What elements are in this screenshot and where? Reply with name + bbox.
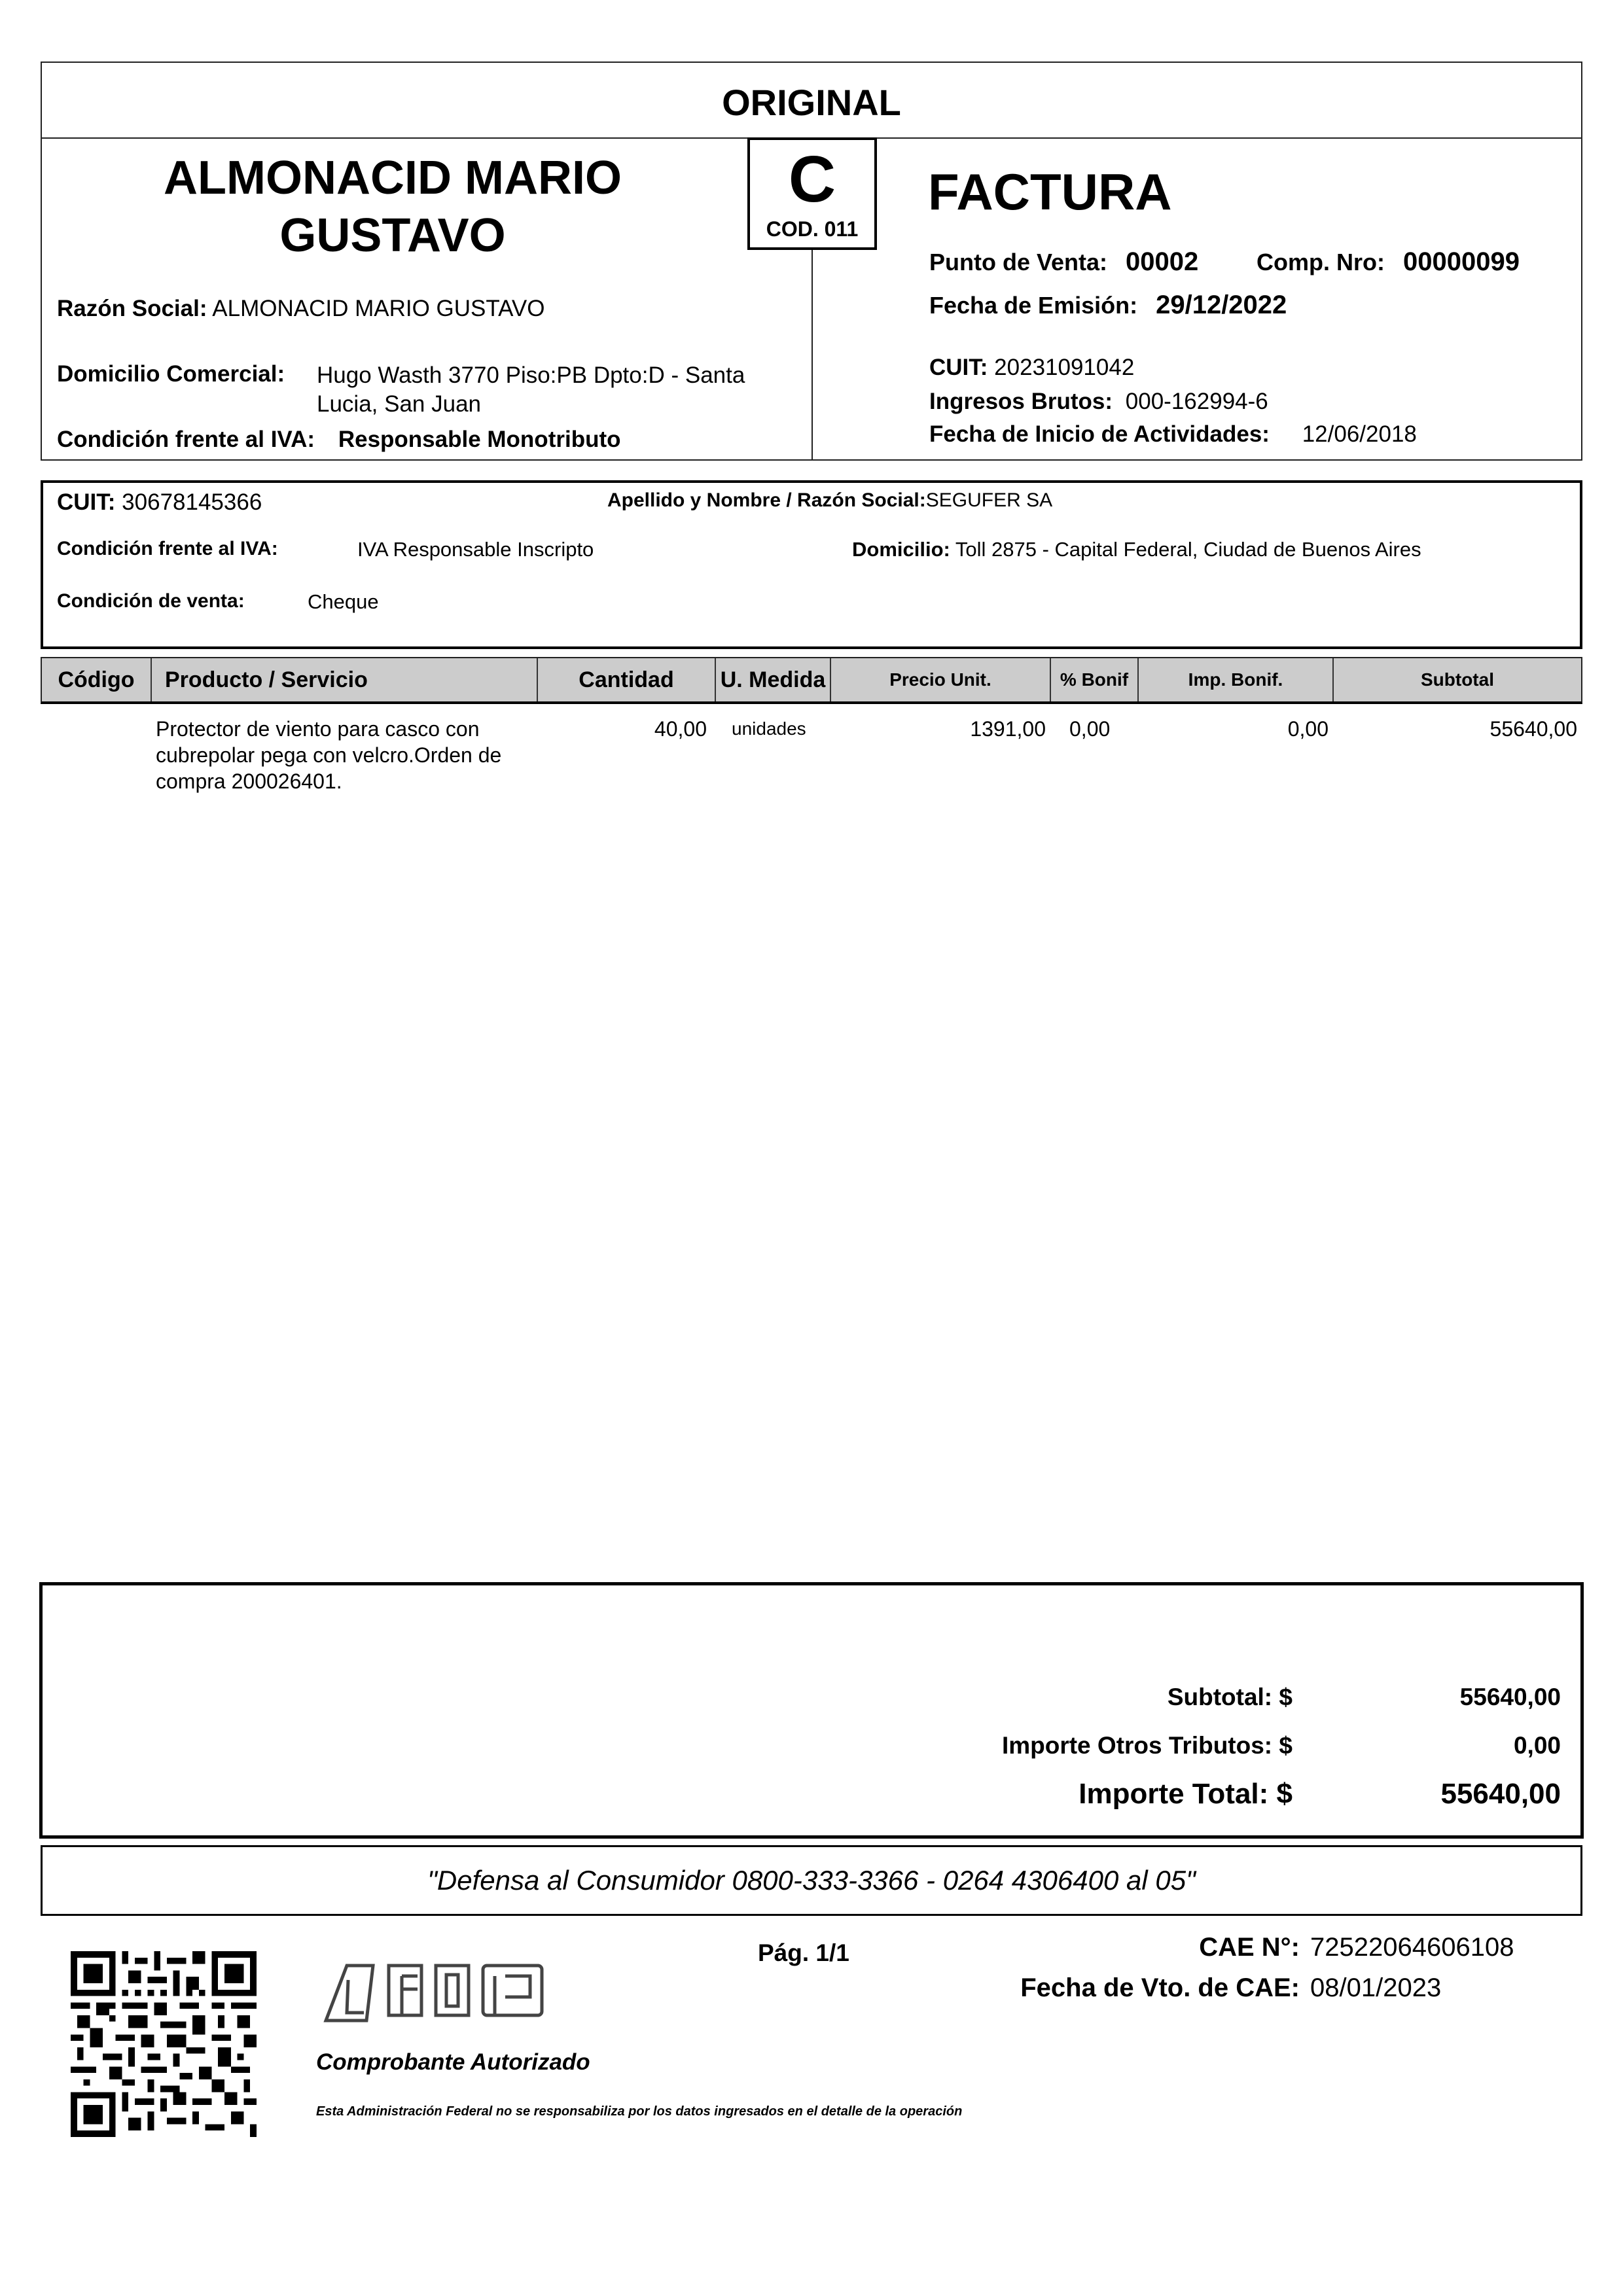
col-cantidad: Cantidad	[538, 658, 716, 701]
totals-section	[39, 1582, 1584, 1839]
client-nombre: Apellido y Nombre / Razón Social:SEGUFER SA	[607, 489, 1053, 511]
col-precio-unit: Precio Unit.	[831, 658, 1051, 701]
punto-venta-value: 00002	[1126, 247, 1199, 276]
ingresos-brutos: Ingresos Brutos: 000-162994-6	[929, 389, 1268, 414]
inicio-actividades-value: 12/06/2018	[1302, 421, 1417, 447]
total-label: Importe Total: $	[1079, 1778, 1293, 1810]
document-title: FACTURA	[928, 163, 1172, 221]
client-iva-label: Condición frente al IVA:	[57, 538, 278, 559]
otros-tributos-value: 0,00	[1513, 1732, 1561, 1759]
cae-vto-value: 08/01/2023	[1310, 1973, 1442, 2002]
header-divider	[812, 250, 813, 461]
invoice-type-letter: C	[788, 143, 836, 216]
razon-social-value: ALMONACID MARIO GUSTAVO	[212, 296, 545, 321]
subtotal-label: Subtotal: $	[1167, 1684, 1293, 1710]
row-subtotal: 55640,00	[1489, 717, 1577, 741]
consumer-defense-notice: "Defensa al Consumidor 0800-333-3366 - 0264 4306400 al 05"	[41, 1845, 1582, 1916]
condicion-venta-label: Condición de venta:	[57, 590, 245, 612]
client-nombre-value: SEGUFER SA	[925, 489, 1053, 511]
issuer-iva-label: Condición frente al IVA:	[57, 427, 315, 452]
issuer-iva	[57, 427, 620, 453]
issuer-domicilio-value: Hugo Wasth 3770 Piso:PB Dpto:D - Santa Lucia, San Juan	[317, 362, 745, 417]
cae-label: CAE N°:	[1199, 1933, 1300, 1962]
col-producto: Producto / Servicio	[152, 658, 538, 701]
issuer-cuit: CUIT: 20231091042	[929, 355, 1135, 380]
copy-label-bar	[41, 62, 1582, 139]
issuer-name: ALMONACID MARIO GUSTAVO	[164, 152, 622, 262]
copy-label: ORIGINAL	[722, 82, 901, 123]
row-bonif-pct: 0,00	[1069, 717, 1111, 741]
razon-social-label: Razón Social:	[57, 296, 207, 321]
col-imp-bonif: Imp. Bonif.	[1139, 658, 1334, 701]
authorized-label: Comprobante Autorizado	[316, 2049, 590, 2075]
row-unidad: unidades	[732, 718, 806, 739]
qr-code-icon	[71, 1951, 257, 2137]
invoice-type-box	[747, 137, 877, 250]
total-value: 55640,00	[1440, 1778, 1561, 1810]
subtotal-value: 55640,00	[1459, 1684, 1561, 1710]
items-table-header	[41, 657, 1582, 704]
col-codigo: Código	[42, 658, 152, 701]
row-cantidad: 40,00	[654, 717, 707, 741]
inicio-actividades: Fecha de Inicio de Actividades: 12/06/2018	[929, 421, 1417, 447]
row-producto: Protector de viento para casco con cubrepolar pega con velcro.Orden de compra 200026401.	[156, 717, 502, 793]
punto-venta: Punto de Venta: 00002	[929, 247, 1199, 276]
issuer-cuit-value: 20231091042	[994, 355, 1135, 380]
client-domicilio-value: Toll 2875 - Capital Federal, Ciudad de Buenos Aires	[955, 538, 1421, 561]
page-number: Pág. 1/1	[758, 1939, 849, 1966]
comp-nro-value: 00000099	[1403, 247, 1520, 276]
client-cuit: CUIT: 30678145366	[57, 489, 262, 515]
issuer-domicilio-label: Domicilio Comercial:	[57, 361, 285, 387]
col-unidad: U. Medida	[716, 658, 831, 701]
fecha-emision-value: 29/12/2022	[1156, 291, 1287, 319]
condicion-venta-value: Cheque	[308, 590, 379, 613]
cae-value: 72522064606108	[1310, 1933, 1514, 1962]
client-domicilio: Domicilio: Toll 2875 - Capital Federal, Ciudad de Buenos Aires	[852, 538, 1421, 561]
disclaimer-text: Esta Administración Federal no se responsabiliza por los datos ingresados en el detalle de la operación	[316, 2104, 963, 2119]
client-cuit-value: 30678145366	[122, 489, 262, 515]
issuer-iva-value: Responsable Monotributo	[338, 427, 621, 452]
col-subtotal: Subtotal	[1421, 669, 1494, 690]
client-iva-value: IVA Responsable Inscripto	[357, 538, 594, 561]
afip-logo	[321, 1960, 563, 2026]
row-imp-bonif: 0,00	[1287, 717, 1329, 741]
ingresos-brutos-value: 000-162994-6	[1125, 389, 1268, 414]
fecha-emision: Fecha de Emisión: 29/12/2022	[929, 291, 1287, 319]
invoice-type-code: COD. 011	[766, 217, 859, 241]
row-precio-unit: 1391,00	[970, 717, 1046, 741]
issuer-razon-social	[57, 296, 544, 322]
otros-tributos-label: Importe Otros Tributos: $	[1001, 1732, 1293, 1759]
comp-nro: Comp. Nro: 00000099	[1257, 247, 1520, 276]
cae-vto-label: Fecha de Vto. de CAE:	[1020, 1973, 1300, 2002]
col-bonif-pct: % Bonif	[1051, 658, 1139, 701]
